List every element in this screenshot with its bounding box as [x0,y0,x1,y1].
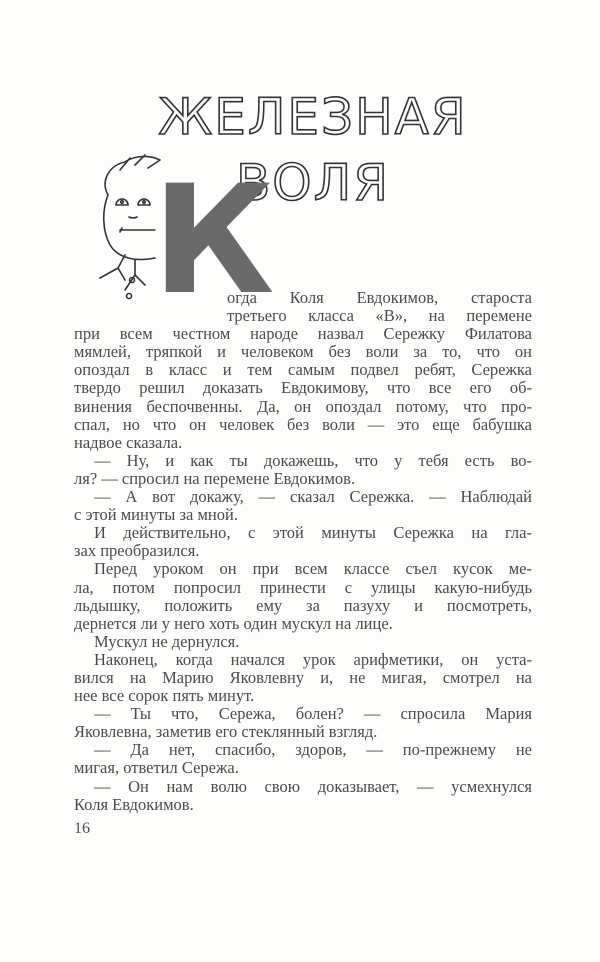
text-line: Перед уроком он при всем классе съел кусок ме- [94,560,532,579]
text-line: ла, потом попросил принести с улицы какую-нибудь [74,578,532,597]
text-line: И действительно, с этой минуты Сережка на гла- [94,524,532,543]
text-line: — А вот докажу, — сказал Сережка. — Наблюдай [94,488,532,507]
text-line: спал, но что он человек без воли — это еще бабушка [74,415,532,434]
story-text [74,289,532,814]
text-line: Наконец, когда начался урок арифметики, он уста- [94,650,532,669]
chapter-title [118,84,508,212]
text-line: надвое сказала. [74,432,183,452]
text-line: ля? — спросил на перемене Евдокимов. [74,468,356,488]
text-line: — Ну, и как ты докажешь, что у тебя есть во- [94,451,532,470]
text-line: мямлей, тряпкой и человеком без воли за то, что он [74,343,532,362]
text-line: винения беспочвенны. Да, он опоздал потому, что про- [74,397,532,416]
text-line: с этой минуты за мной. [74,505,238,525]
text-line: мигая, ответил Сережа. [74,758,239,778]
text-line: третьего класса «В», на перемене [227,307,532,326]
text-line: нее все сорок пять минут. [74,686,255,706]
text-line: опоздал в класс и тем самым подвел ребят, Сережка [74,361,532,380]
chapter-title-text: ЖЕЛЕЗНАЯ ВОЛЯ [158,88,468,212]
text-line: льдышку, положить ему за пазуху и посмотреть, [74,596,532,615]
text-line: — Он нам волю свою доказывает, — усмехнулся [94,777,532,796]
text-line: — Ты что, Сережа, болен? — спросила Мария [94,705,532,724]
text-line: твердо решил доказать Евдокимову, что все его об- [74,379,532,398]
text-line: зах преобразился. [74,541,200,561]
drop-cap-letter: К [152,154,275,328]
text-line: при всем честном народе назвал Сережку Филатова [74,325,532,344]
text-line: Яковлевна, заметив его стеклянный взгляд. [74,722,378,742]
text-line: — Да нет, спасибо, здоров, — по-прежнему не [94,741,532,760]
page-number: 16 [74,820,90,837]
text-line: Коля Евдокимов. [74,794,194,814]
text-line: Мускул не дернулся. [94,631,240,651]
text-line: дернется ли у него хоть один мускул на лице. [74,613,393,633]
text-line: огда Коля Евдокимов, староста [227,289,532,307]
text-line: вился на Марию Яковлевну и, не мигая, смотрел на [74,668,532,687]
